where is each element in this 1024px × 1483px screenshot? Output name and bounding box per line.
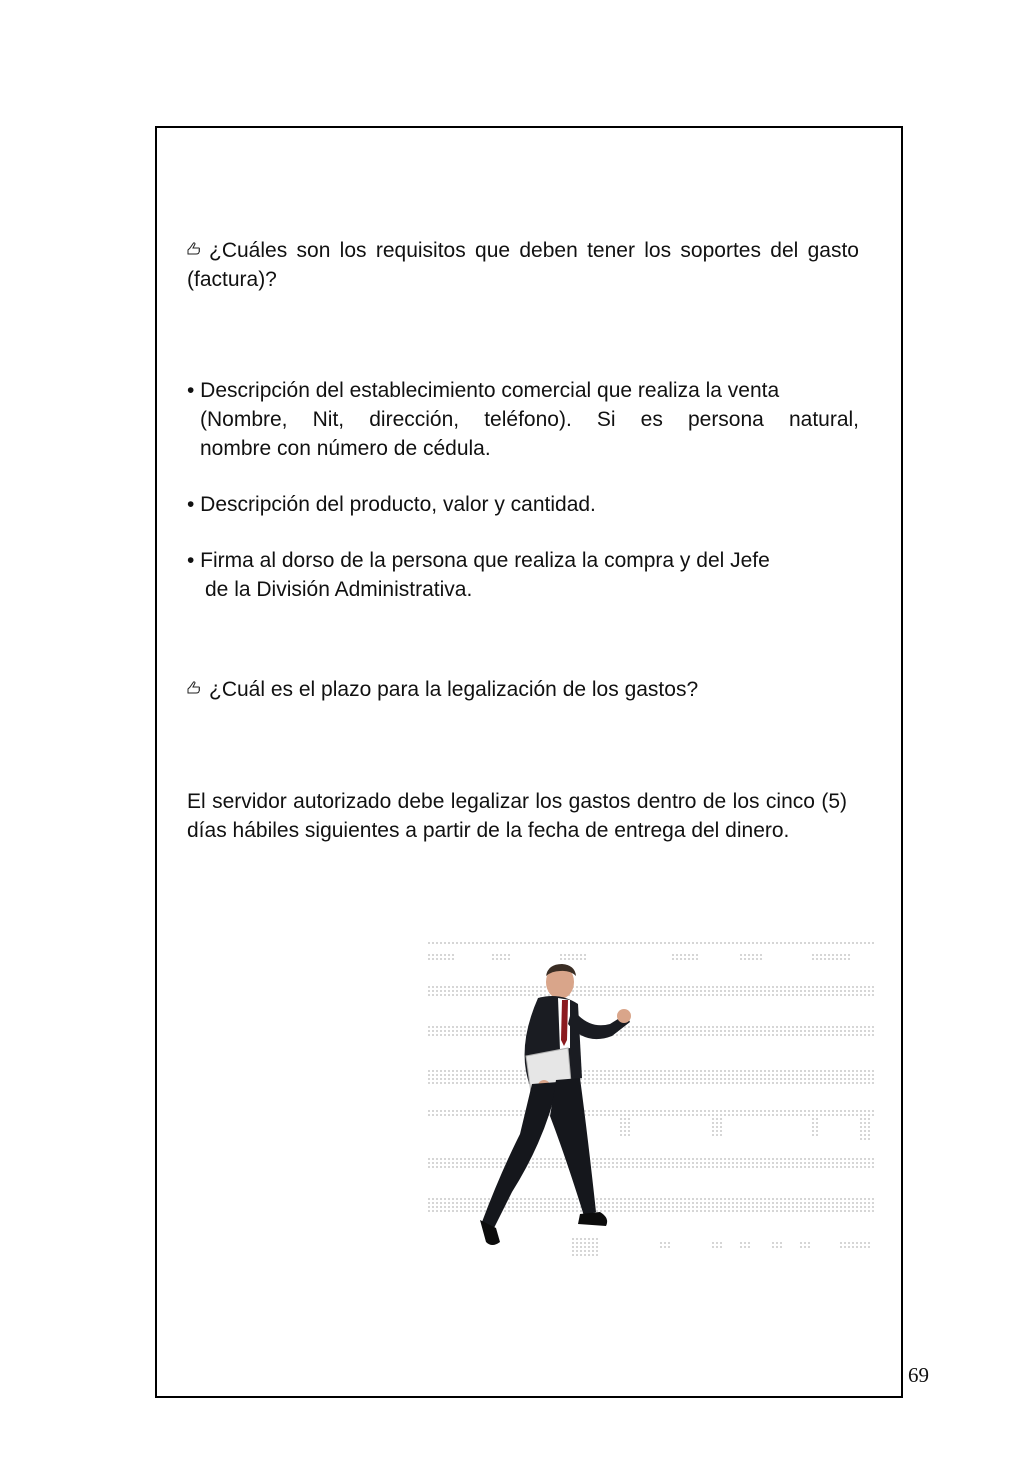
- pointing-hand-icon: [187, 242, 201, 256]
- question-deadline-text: ¿Cuál es el plazo para la legalización de los gastos?: [209, 678, 699, 701]
- question-deadline: [187, 675, 859, 704]
- requirement-line: • Descripción del producto, valor y cantidad.: [187, 493, 596, 516]
- requirement-line: • Firma al dorso de la persona que realiza la compra y del Jefe: [187, 549, 770, 572]
- requirement-line: • Descripción del establecimiento comercial que realiza la venta: [187, 379, 780, 402]
- requirement-line: (Nombre, Nit, dirección, teléfono). Si es persona natural,: [200, 408, 859, 431]
- requirement-item-1: [187, 376, 859, 463]
- answer-paragraph: El servidor autorizado debe legalizar los gastos dentro de los cinco (5) días hábiles siguientes a partir de la fecha de entrega del dinero.: [187, 790, 847, 842]
- requirement-line: nombre con número de cédula.: [200, 437, 491, 460]
- requirement-item-2: [187, 490, 859, 519]
- page-number: 69: [908, 1363, 929, 1387]
- walking-businessman-illustration: [420, 938, 880, 1268]
- pointing-hand-icon: [187, 681, 201, 695]
- requirement-line: de la División Administrativa.: [205, 578, 473, 601]
- question-requirements-text: ¿Cuáles son los requisitos que deben tener los soportes del gasto (factura)?: [187, 239, 859, 291]
- question-requirements: [187, 236, 859, 294]
- requirement-item-3: [187, 546, 859, 604]
